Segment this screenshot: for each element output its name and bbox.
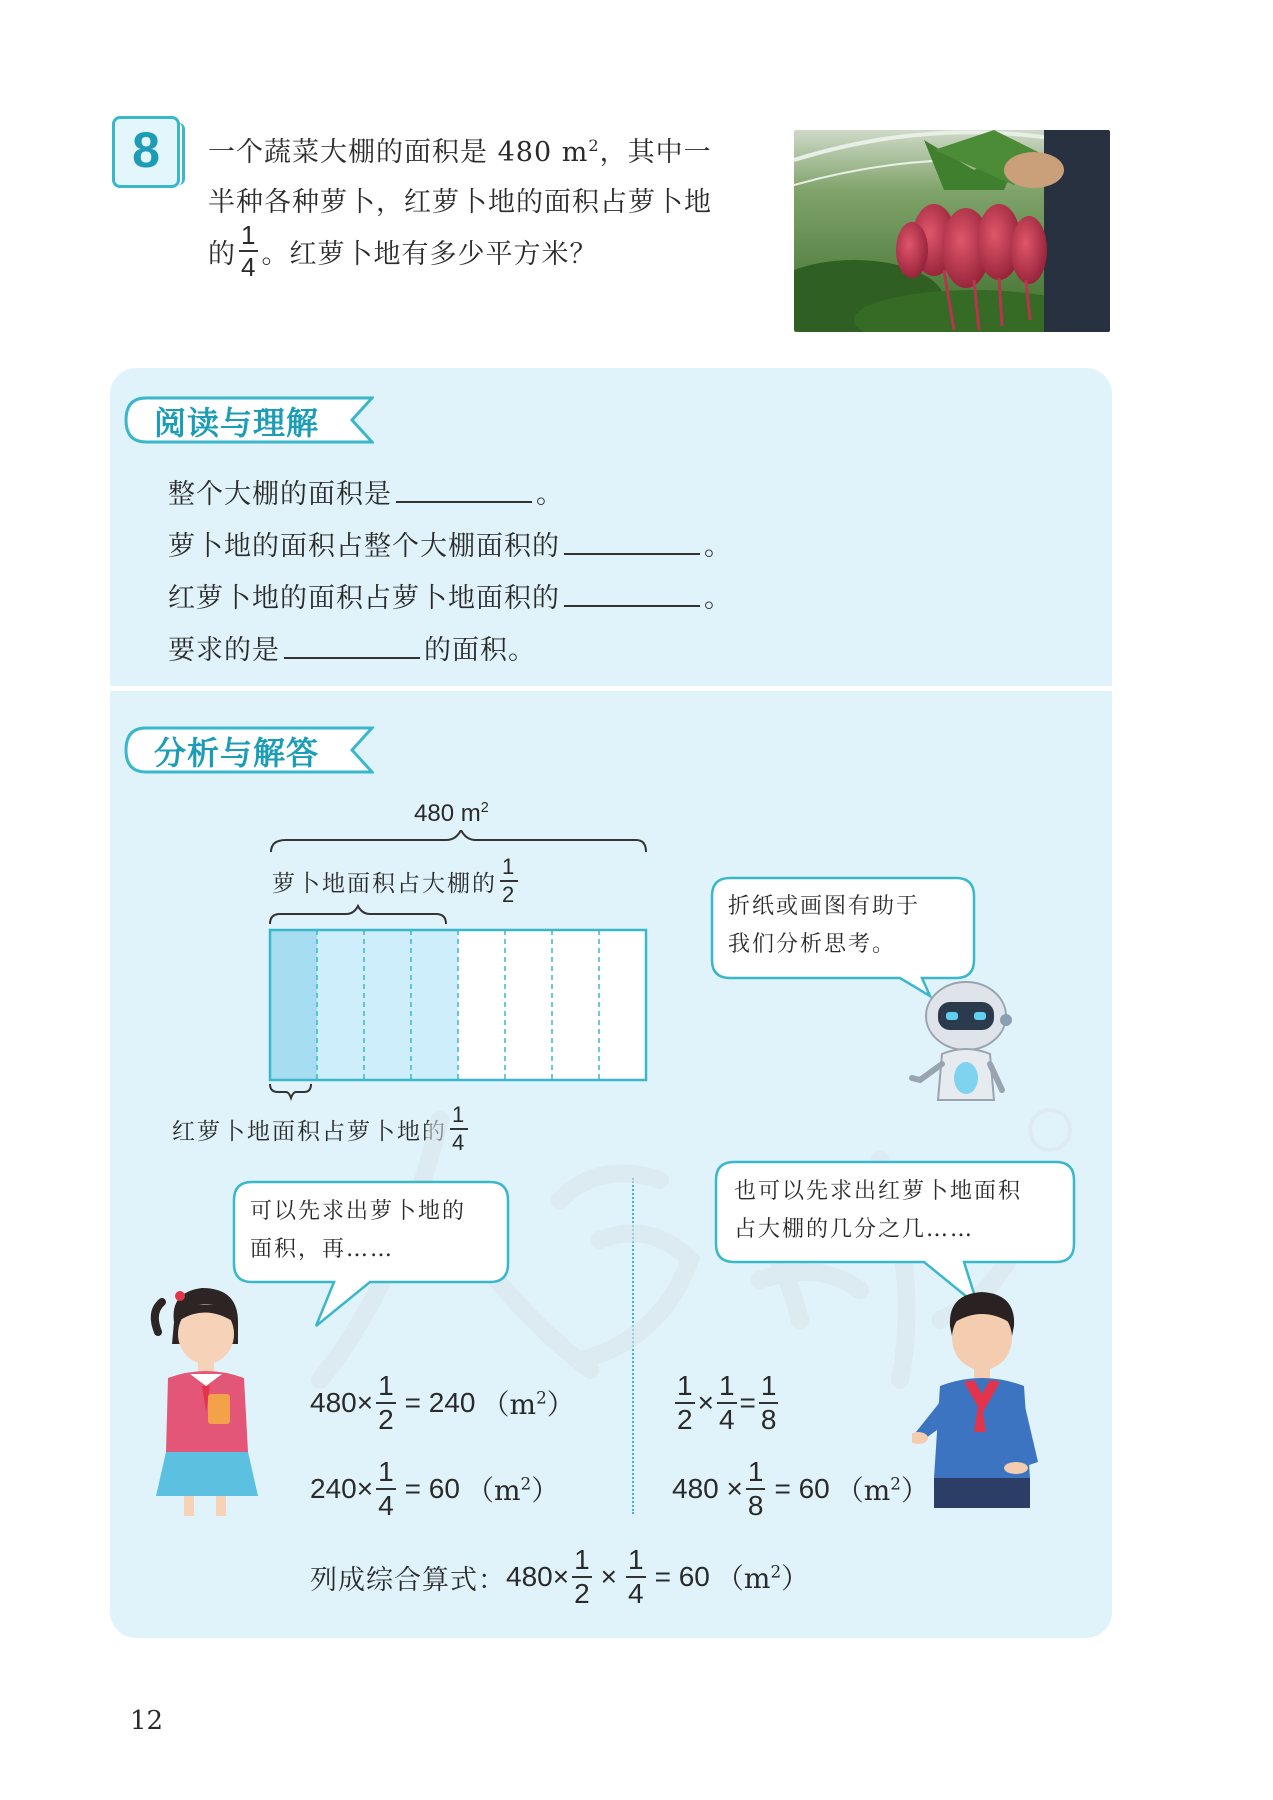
girl-bubble-text: 可以先求出萝卜地的 面积，再…… xyxy=(250,1199,467,1262)
answer-blank[interactable] xyxy=(284,633,420,659)
bar-part xyxy=(599,930,646,1080)
girl-student-illustration xyxy=(150,1282,270,1518)
bar-part xyxy=(270,930,317,1080)
problem-number-badge xyxy=(112,116,180,188)
boy-calc-step-2: 480 × $\frac{1}{8}$ = 60 $(m^2)$ xyxy=(672,1456,929,1521)
girl-calc-step-2: 240× $\frac{1}{4}$ = 60 $(m^2)$ xyxy=(310,1456,560,1521)
boy-calc-step-1: $\frac{1}{2}$ × $\frac{1}{4}$ = $\frac{1}{8}$ xyxy=(677,1370,777,1435)
total-area-label: 480 $m^2$ xyxy=(414,800,489,827)
problem-line-2 xyxy=(208,180,712,219)
problem-text: 。红萝卜地有多少平方米？ xyxy=(261,238,598,270)
problem-text: ，其中一 xyxy=(599,137,712,168)
fraction: $\frac{1}{4}$ xyxy=(241,220,257,282)
red-radish-share-label: 红萝卜地面积占萝卜地的 $\frac{1}{4}$ xyxy=(172,1102,467,1155)
radish-share-label: 萝卜地面积占大棚的 $\frac{1}{2}$ xyxy=(272,854,517,907)
reading-question-1: 整个大棚的面积是 。 xyxy=(168,479,564,510)
problem-number: 8 xyxy=(132,122,160,178)
answer-blank[interactable] xyxy=(564,581,700,607)
problem-text: 半种各种萝卜，红萝卜地的面积占萝卜地 xyxy=(208,187,712,218)
answer-blank[interactable] xyxy=(564,529,700,555)
reading-question-3: 红萝卜地的面积占萝卜地面积的 。 xyxy=(168,583,732,614)
answer-blank[interactable] xyxy=(396,477,532,503)
section-heading: 分析与解答 xyxy=(154,734,320,772)
bar-part xyxy=(505,930,552,1080)
section-tab-analysis xyxy=(124,726,364,772)
section-heading: 阅读与理解 xyxy=(154,404,320,442)
girl-calc-step-1: 480× $\frac{1}{2}$ = 240 $(m^2)$ xyxy=(310,1370,575,1435)
reading-question-4: 要求的是 的面积。 xyxy=(168,635,536,666)
total-brace xyxy=(271,830,646,852)
radish-photo xyxy=(794,130,1110,332)
reading-question-2: 萝卜地的面积占整个大棚面积的 。 xyxy=(168,531,732,562)
page-number: 12 xyxy=(130,1706,164,1736)
problem-line-3 xyxy=(208,222,597,280)
bar-part xyxy=(364,930,411,1080)
robot-bubble-text: 折纸或画图有助于 我们分析思考。 xyxy=(728,894,921,957)
boy-student-illustration xyxy=(912,1282,1052,1518)
bar-part xyxy=(552,930,599,1080)
bar-part xyxy=(411,930,458,1080)
combined-formula: 列成综合算式： 480× $\frac{1}{2}$ × $\frac{1}{4}$ = 60 $(m^2)$ xyxy=(310,1544,810,1609)
half-brace xyxy=(270,906,446,924)
problem-text: 的 xyxy=(208,238,236,270)
panel-divider xyxy=(110,686,1112,691)
problem-text: 一个蔬菜大棚的面积是 480 m xyxy=(208,137,589,168)
bar-segments xyxy=(270,930,646,1080)
superscript: 2 xyxy=(588,136,600,155)
boy-bubble-text: 也可以先求出红萝卜地面积 占大棚的几分之几…… xyxy=(734,1179,1023,1242)
bar-part xyxy=(458,930,505,1080)
bar-part xyxy=(317,930,364,1080)
section-tab-reading xyxy=(124,396,364,442)
problem-line-1 xyxy=(208,130,712,169)
